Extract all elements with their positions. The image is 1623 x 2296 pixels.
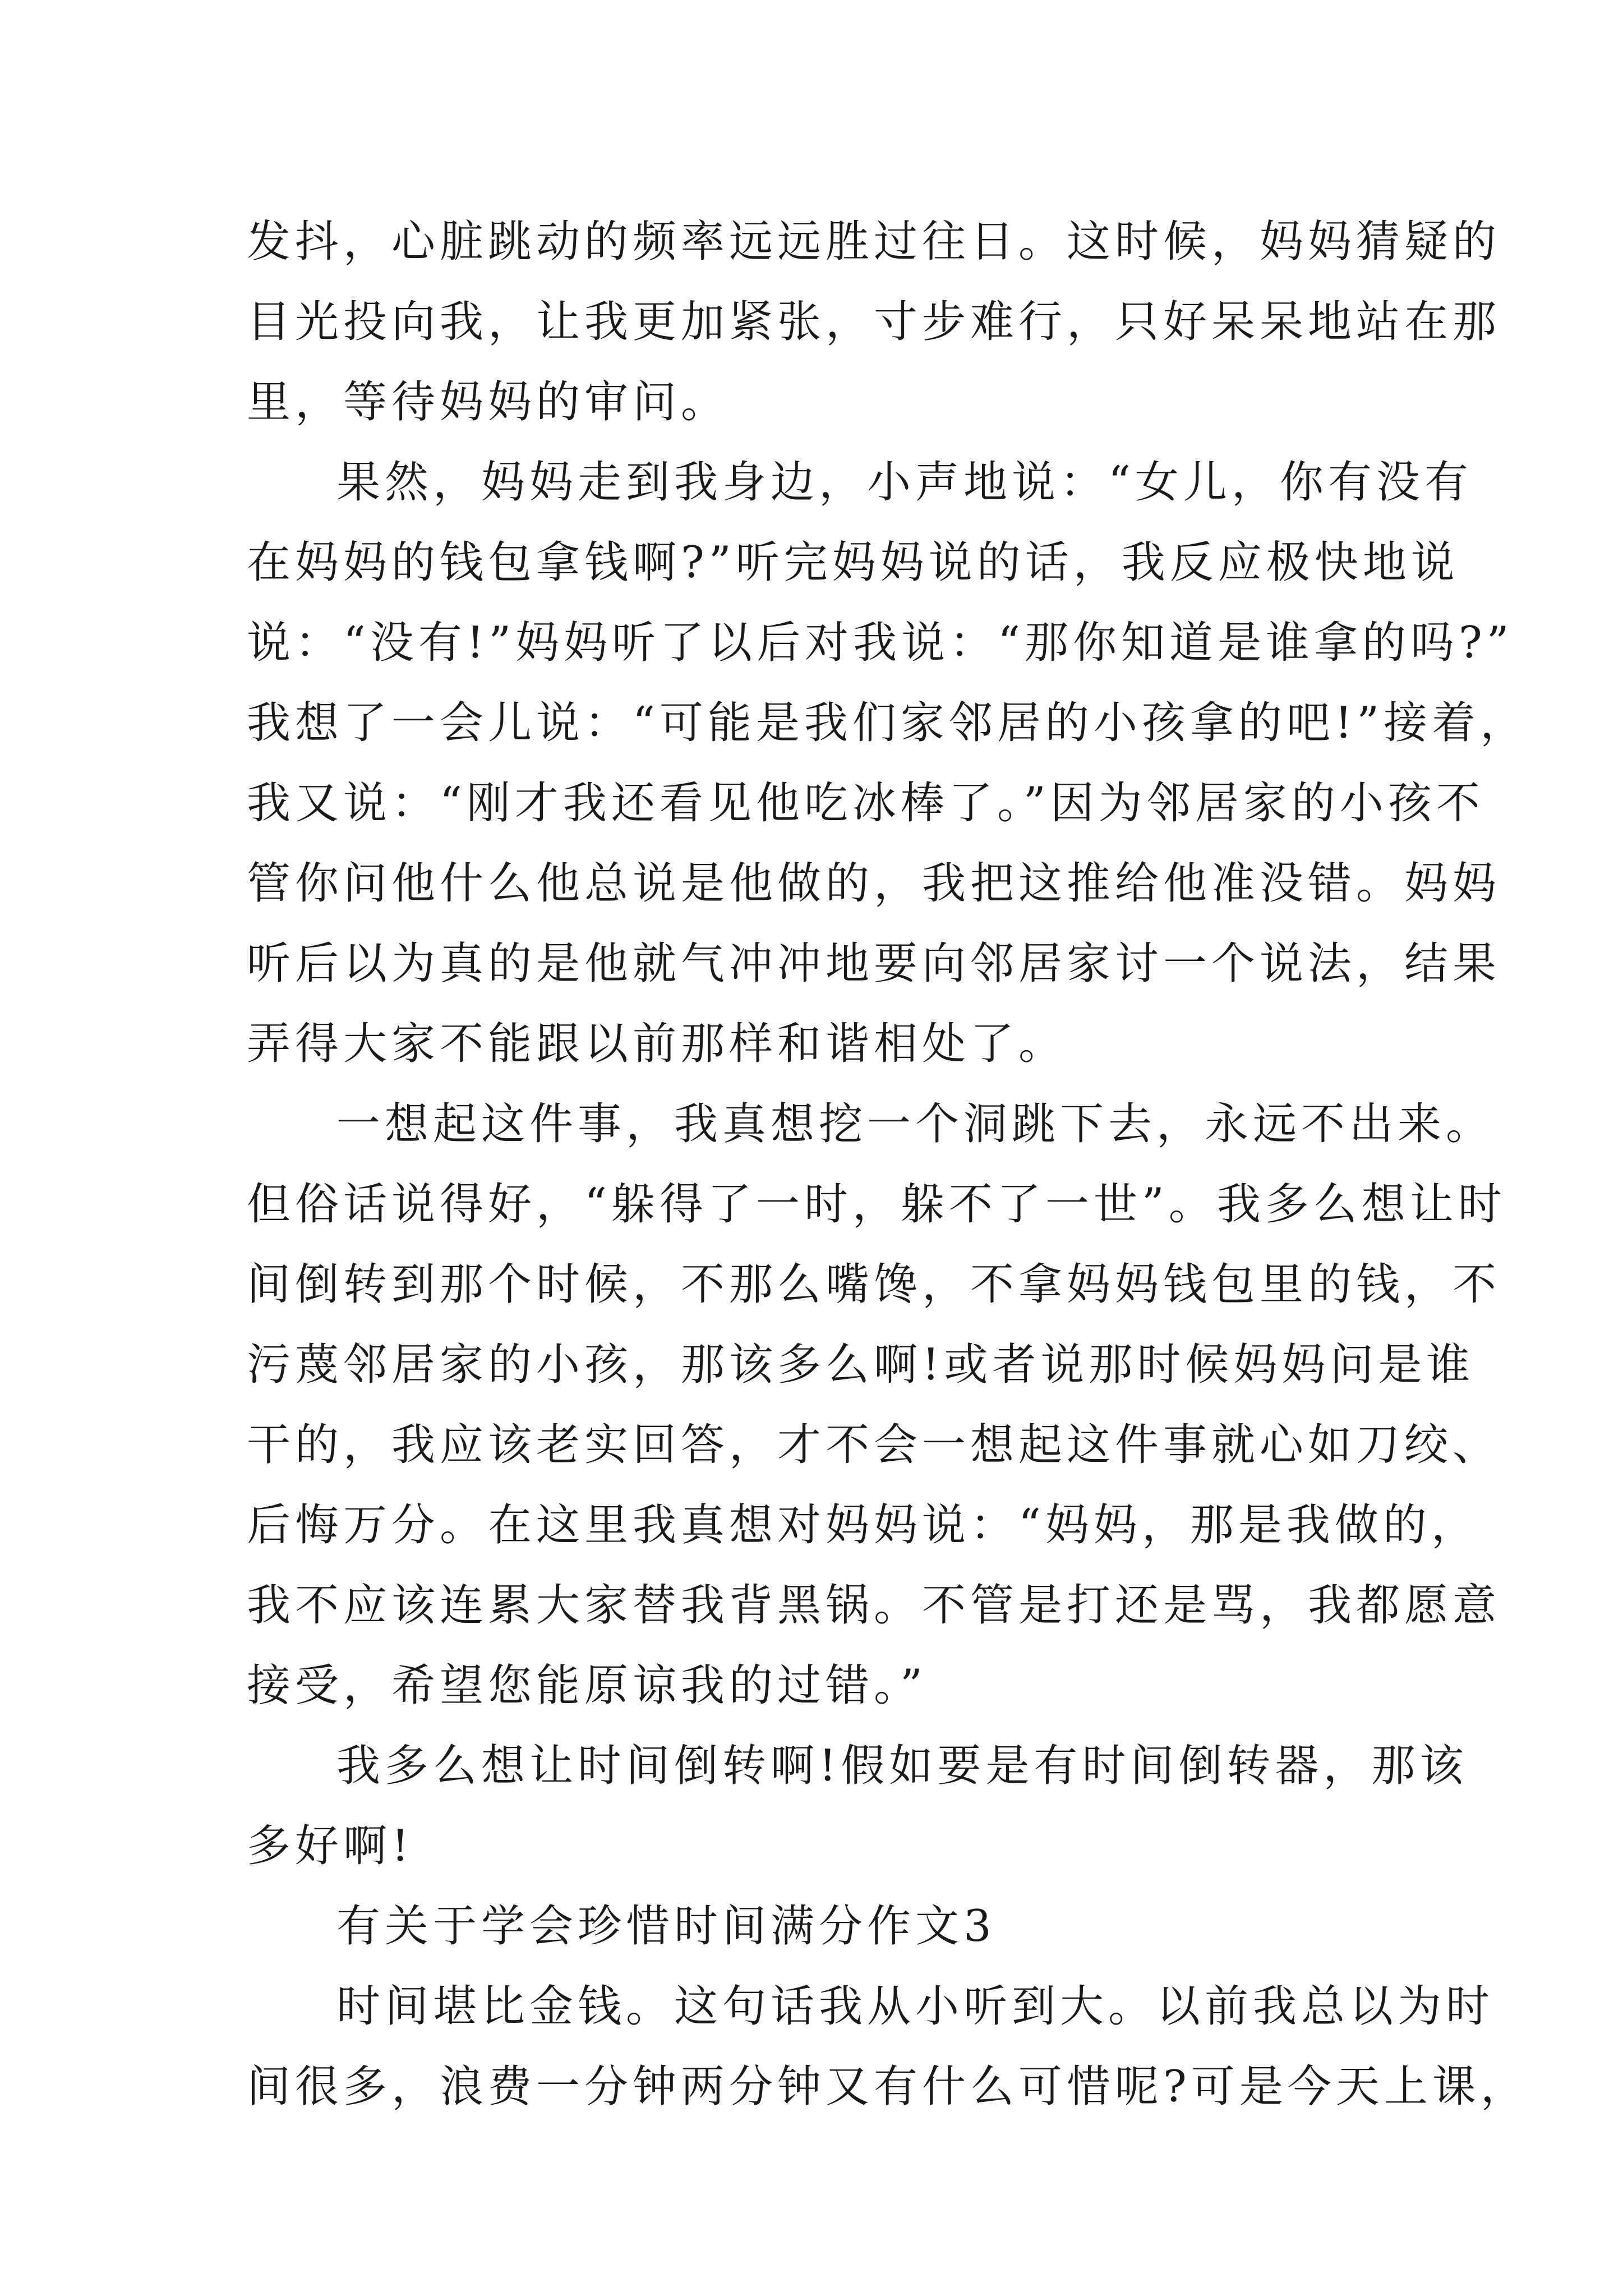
text-line: 间很多，浪费一分钟两分钟又有什么可惜呢?可是今天上课， [247, 2062, 1529, 2112]
text-line: 我想了一会儿说：“可能是我们家邻居的小孩拿的吧!”接着， [247, 698, 1529, 748]
text-line: 听后以为真的是他就气冲冲地要向邻居家讨一个说法，结果 [247, 938, 1501, 989]
paragraph-start-line: 一想起这件事，我真想挖一个洞跳下去，永远不出来。 [336, 1099, 1495, 1149]
text-line: 但俗话说得好，“躲得了一时，躲不了一世”。我多么想让时 [247, 1179, 1506, 1230]
text-line: 多好啊! [247, 1821, 414, 1871]
text-line: 我又说：“刚才我还看见他吃冰棒了。”因为邻居家的小孩不 [247, 778, 1484, 829]
text-line: 间倒转到那个时候，不那么嘴馋，不拿妈妈钱包里的钱，不 [247, 1259, 1501, 1310]
text-line: 说：“没有!”妈妈听了以后对我说：“那你知道是谁拿的吗?” [247, 618, 1514, 668]
text-line: 发抖，心脏跳动的频率远远胜过往日。这时候，妈妈猜疑的 [247, 217, 1501, 267]
text-line: 接受，希望您能原谅我的过错。” [247, 1660, 927, 1711]
text-line: 干的，我应该老实回答，才不会一想起这件事就心如刀绞、 [247, 1420, 1501, 1470]
essay-text [247, 202, 1529, 2127]
text-line: 目光投向我，让我更加紧张，寸步难行，只好呆呆地站在那 [247, 297, 1501, 347]
text-line: 后悔万分。在这里我真想对妈妈说：“妈妈，那是我做的， [247, 1500, 1479, 1550]
text-line: 里，等待妈妈的审问。 [247, 377, 730, 427]
text-line: 在妈妈的钱包拿钱啊?”听完妈妈说的话，我反应极快地说 [247, 537, 1459, 588]
paragraph-start-line: 果然，妈妈走到我身边，小声地说：“女儿，你有没有 [336, 457, 1473, 508]
section-heading: 有关于学会珍惜时间满分作文3 [336, 1901, 996, 1952]
paragraph-start-line: 我多么想让时间倒转啊!假如要是有时间倒转器，那该 [336, 1741, 1468, 1791]
text-line: 我不应该连累大家替我背黑锅。不管是打还是骂，我都愿意 [247, 1580, 1501, 1631]
text-line: 弄得大家不能跟以前那样和谐相处了。 [247, 1019, 1067, 1069]
text-line: 污蔑邻居家的小孩，那该多么啊!或者说那时候妈妈问是谁 [247, 1340, 1475, 1390]
paragraph-start-line: 时间堪比金钱。这句话我从小听到大。以前我总以为时 [336, 1981, 1495, 2032]
text-line: 管你问他什么他总说是他做的，我把这推给他准没错。妈妈 [247, 858, 1501, 909]
